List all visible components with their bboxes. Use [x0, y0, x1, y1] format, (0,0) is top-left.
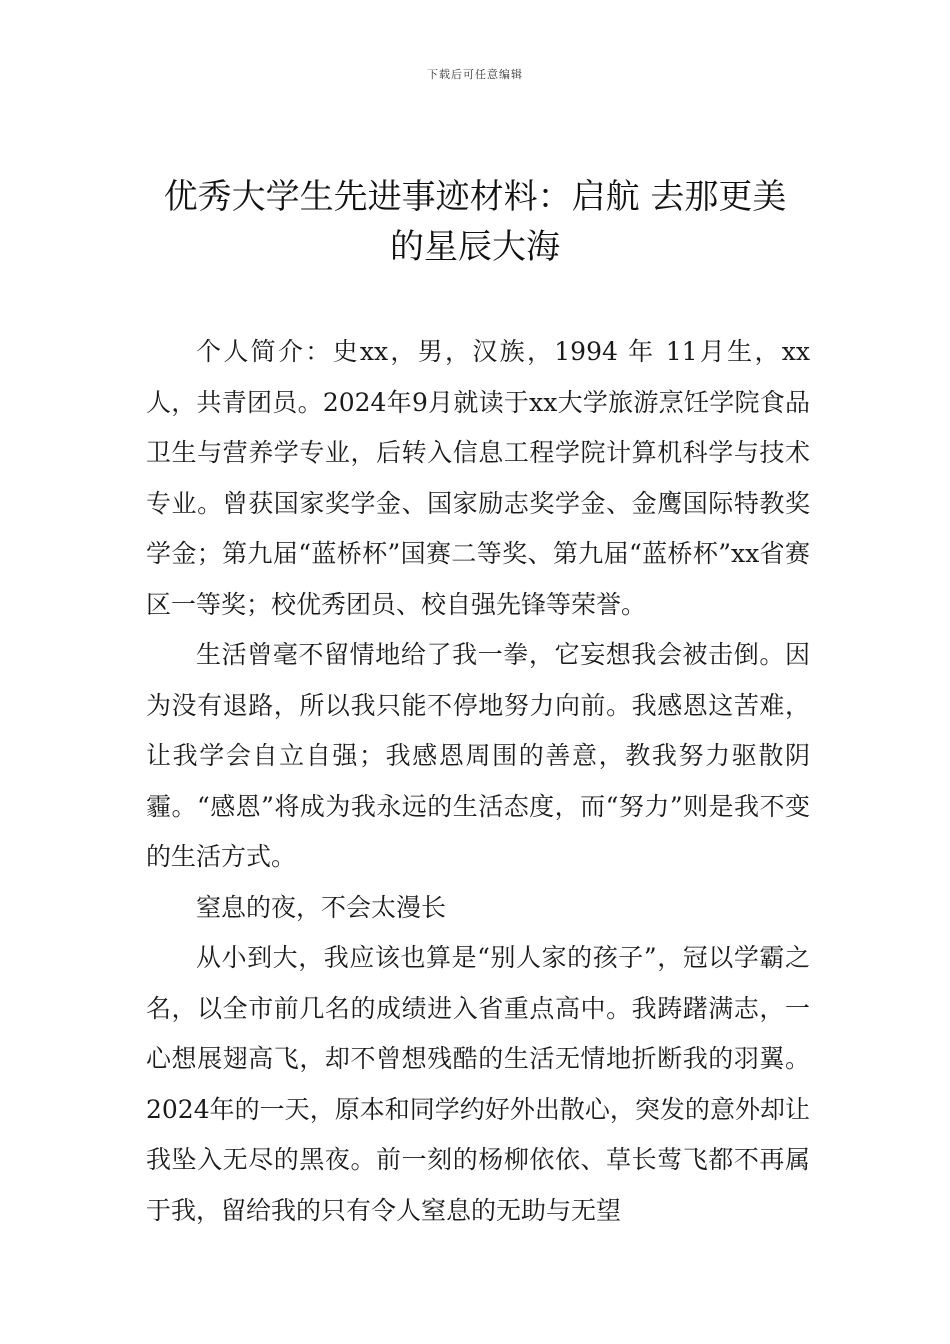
- paragraph-childhood: 从小到大，我应该也算是“别人家的孩子”，冠以学霸之名，以全市前几名的成绩进入省重点高中。我踌躇满志，一心想展翅高飞，却不曾想残酷的生活无情地折断我的羽翼。2024年的一天，原本和同学约好外出散心，突发的意外却让我坠入无尽的黑夜。前一刻的杨柳依依、草长莺飞都不再属于我，留给我的只有令人窒息的无助与无望: [146, 943, 810, 1225]
- document-title: 优秀大学生先进事迹材料：启航 去那更美 的星辰大海: [163, 177, 787, 267]
- paragraph-intro: 个人简介：史xx，男，汉族，1994 年 11月生，xx人，共青团员。2024年9月就读于xx大学旅游烹饪学院食品卫生与营养学专业，后转入信息工程学院计算机科学与技术专业。曾获国家奖学金、国家励志奖学金、金鹰国际特教奖学金；第九届“蓝桥杯”国赛二等奖、第九届“蓝桥杯”xx省赛区一等奖；校优秀团员、校自强先锋等荣誉。: [146, 337, 810, 619]
- section-heading: 窒息的夜，不会太漫长: [196, 892, 447, 922]
- document-body: [146, 327, 810, 1236]
- paragraph-life: 生活曾毫不留情地给了我一拳，它妄想我会被击倒。因为没有退路，所以我只能不停地努力向前。我感恩这苦难，让我学会自立自强；我感恩周围的善意，教我努力驱散阴霾。“感恩”将成为我永远的生活态度，而“努力”则是我不变的生活方式。: [146, 640, 810, 871]
- page-header-note: 下载后可任意编辑: [427, 68, 523, 81]
